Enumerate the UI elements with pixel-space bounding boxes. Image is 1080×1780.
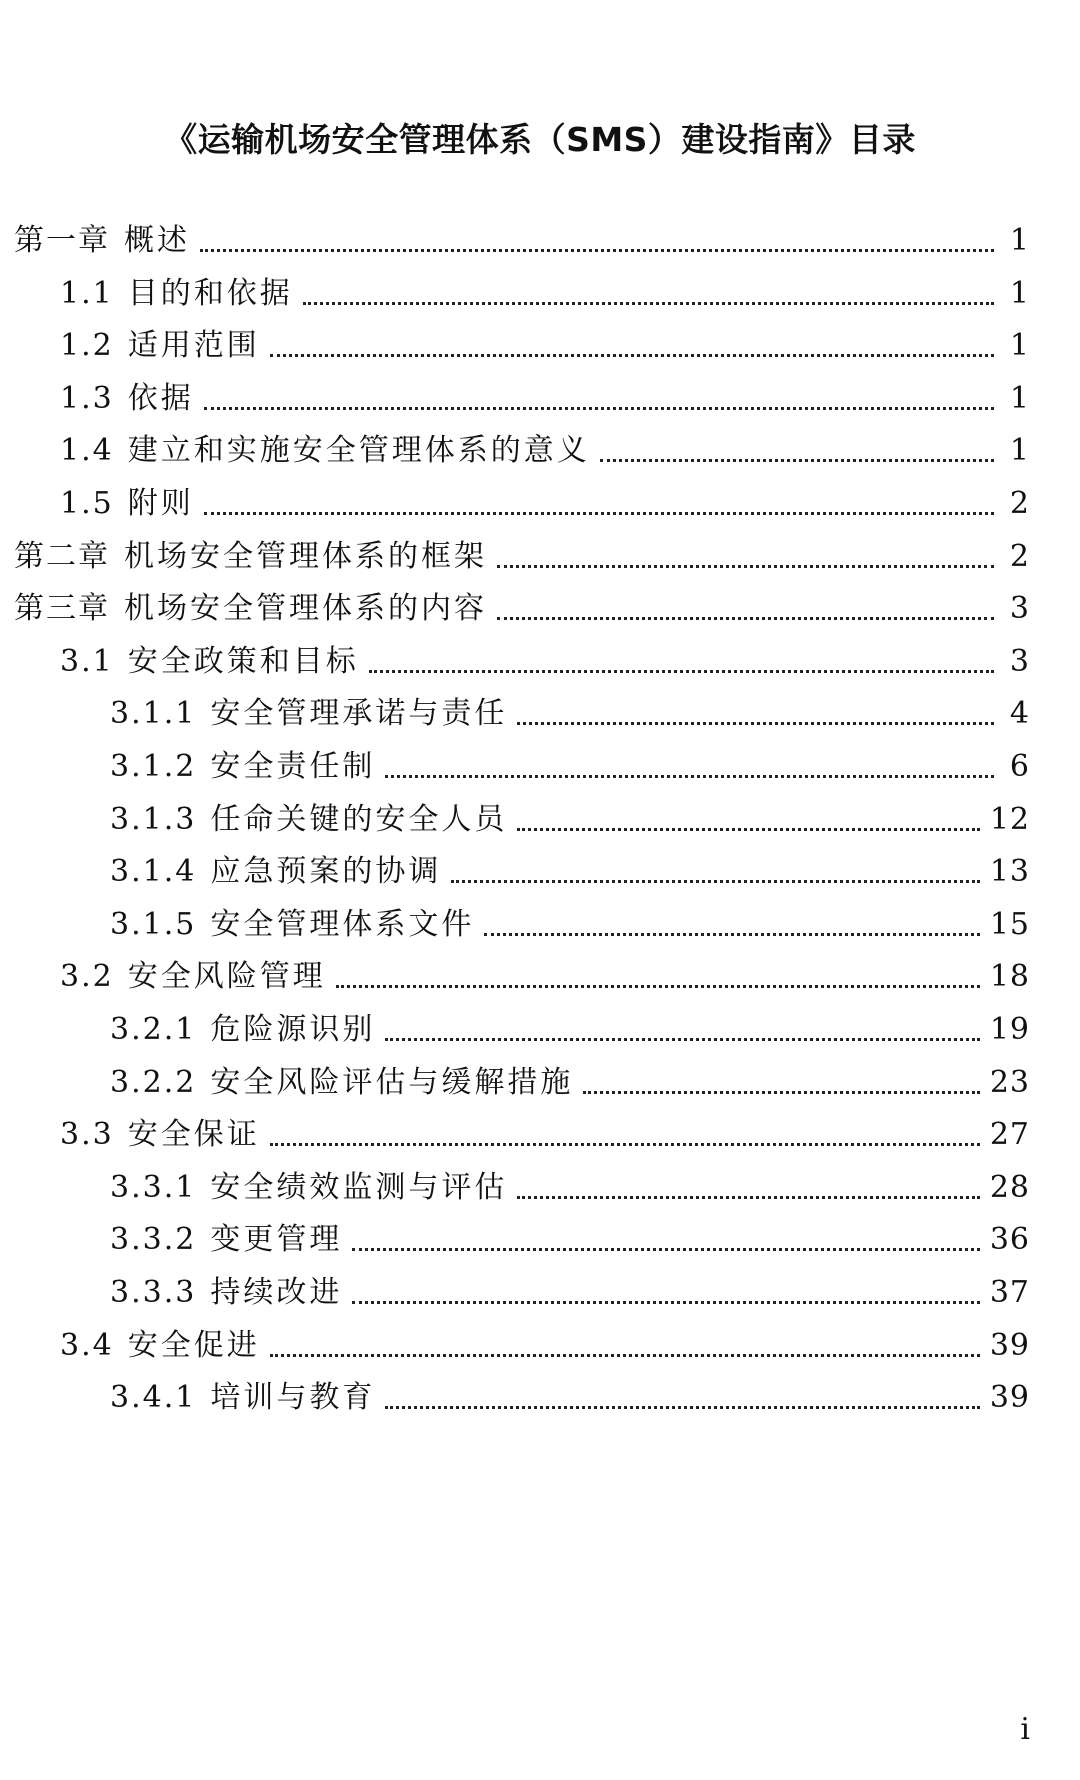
toc-dot-leader: [385, 1406, 979, 1409]
toc-entry-number: 1.3: [60, 380, 114, 416]
toc-entry-page: 27: [989, 1117, 1030, 1153]
toc-entry-number: 3.2.2: [110, 1064, 197, 1100]
toc-entry-label: 建立和实施安全管理体系的意义: [127, 433, 590, 469]
toc-entry-label: 安全促进: [127, 1327, 260, 1363]
toc-entry[interactable]: [60, 420, 1030, 472]
toc-entry-number: 第三章: [14, 591, 110, 627]
toc-entry-page: 1: [1009, 380, 1030, 416]
toc-dot-leader: [517, 722, 994, 725]
toc-entry[interactable]: [110, 736, 1030, 788]
toc-entry-number: 1.2: [60, 328, 114, 364]
toc-entry[interactable]: [60, 263, 1030, 315]
toc-entry-label: 附则: [127, 486, 194, 521]
toc-entry-label: 机场安全管理体系的框架: [124, 538, 487, 574]
toc-entry[interactable]: [110, 999, 1030, 1051]
toc-dot-leader: [270, 354, 994, 357]
toc-entry[interactable]: [110, 683, 1030, 735]
toc-entry[interactable]: [110, 1367, 1030, 1419]
toc-entry-page: 1: [1009, 223, 1030, 258]
toc-entry-page: 2: [1009, 538, 1030, 574]
page-number: i: [1020, 1712, 1030, 1747]
toc-dot-leader: [484, 933, 979, 936]
toc-entry-label: 安全绩效监测与评估: [210, 1169, 508, 1205]
toc-entry-number: 3.4.1: [110, 1380, 197, 1416]
toc-entry-label: 机场安全管理体系的内容: [124, 591, 487, 627]
toc-entry-number: 3.3.2: [110, 1222, 197, 1258]
toc-entry-label: 安全责任制: [210, 749, 376, 784]
toc-entry[interactable]: [110, 1052, 1030, 1104]
toc-entry[interactable]: [110, 1157, 1030, 1209]
toc-entry-page: 23: [989, 1064, 1030, 1100]
toc-entry-page: 39: [989, 1380, 1030, 1416]
toc-dot-leader: [451, 880, 979, 883]
toc-entry-number: 3.3.3: [110, 1275, 197, 1310]
toc-entry-label: 应急预案的协调: [210, 854, 442, 890]
toc-entry[interactable]: [14, 526, 1030, 578]
toc-dot-leader: [270, 1354, 980, 1357]
toc-entry-number: 3.1.2: [110, 749, 197, 784]
toc-entry-number: 1.1: [60, 275, 114, 311]
toc-entry-label: 培训与教育: [210, 1380, 376, 1416]
toc-entry-page: 4: [1009, 696, 1030, 732]
toc-entry-number: 3.3.1: [110, 1169, 197, 1205]
toc-entry-number: 3.1.5: [110, 906, 197, 942]
toc-entry[interactable]: [60, 631, 1030, 683]
toc-entry-label: 目的和依据: [127, 275, 293, 311]
toc-entry-number: 第二章: [14, 538, 110, 574]
toc-entry[interactable]: [110, 1209, 1030, 1261]
toc-entry[interactable]: [110, 894, 1030, 946]
toc-entry-number: 3.2: [60, 959, 114, 995]
toc-dot-leader: [385, 1038, 979, 1041]
toc-dot-leader: [517, 1196, 979, 1199]
toc-entry-number: 3.2.1: [110, 1012, 197, 1047]
toc-entry[interactable]: [110, 1262, 1030, 1314]
toc-entry-label: 安全管理体系文件: [210, 906, 475, 942]
toc-entry-page: 6: [1009, 749, 1030, 784]
toc-dot-leader: [303, 302, 994, 305]
toc-entry[interactable]: [60, 1104, 1030, 1156]
toc-entry-page: 19: [989, 1012, 1030, 1047]
toc-dot-leader: [352, 1248, 979, 1251]
toc-entry[interactable]: [14, 210, 1030, 262]
toc-entry-page: 36: [989, 1222, 1030, 1258]
toc-entry-number: 3.1.4: [110, 854, 197, 890]
toc-dot-leader: [583, 1091, 979, 1094]
toc-entry-number: 1.5: [60, 486, 114, 521]
toc-dot-leader: [204, 512, 994, 515]
toc-entry-label: 适用范围: [127, 328, 260, 364]
toc-entry-label: 概述: [124, 223, 190, 258]
toc-dot-leader: [369, 670, 994, 673]
toc-entry-page: 2: [1009, 486, 1030, 521]
toc-entry[interactable]: [14, 578, 1030, 630]
toc-entry-page: 15: [989, 906, 1030, 942]
toc-entry-label: 安全风险管理: [127, 959, 326, 995]
toc-dot-leader: [352, 1301, 979, 1304]
toc-entry-number: 3.1.3: [110, 801, 197, 837]
page-title: 《运输机场安全管理体系（SMS）建设指南》目录: [164, 120, 916, 159]
toc-entry-number: 3.4: [60, 1327, 114, 1363]
toc-entry[interactable]: [110, 789, 1030, 841]
toc-entry-page: 1: [1009, 275, 1030, 311]
toc-entry-number: 3.1.1: [110, 696, 197, 732]
toc-entry-page: 3: [1009, 591, 1030, 627]
toc-entry[interactable]: [60, 315, 1030, 367]
toc-entry-page: 3: [1009, 643, 1030, 679]
toc-entry-page: 12: [989, 801, 1030, 837]
toc-entry-label: 持续改进: [210, 1275, 343, 1310]
toc-dot-leader: [600, 459, 994, 462]
toc-entry-page: 18: [989, 959, 1030, 995]
toc-entry-number: 第一章: [14, 223, 110, 258]
toc-dot-leader: [336, 985, 980, 988]
toc-entry-label: 安全管理承诺与责任: [210, 696, 508, 732]
toc-dot-leader: [270, 1143, 980, 1146]
toc-entry-label: 安全风险评估与缓解措施: [210, 1064, 574, 1100]
toc-entry-label: 任命关键的安全人员: [210, 801, 508, 837]
toc-entry-label: 安全保证: [127, 1117, 260, 1153]
toc-entry-number: 3.1: [60, 643, 114, 679]
toc-entry-number: 3.3: [60, 1117, 114, 1153]
toc-dot-leader: [385, 775, 994, 778]
toc-entry-label: 安全政策和目标: [127, 643, 359, 679]
toc-entry[interactable]: [60, 473, 1030, 525]
toc-entry-number: 1.4: [60, 433, 114, 469]
toc-entry-page: 1: [1009, 328, 1030, 364]
toc-entry-page: 39: [989, 1327, 1030, 1363]
toc-dot-leader: [497, 565, 994, 568]
toc-entry[interactable]: [60, 946, 1030, 998]
toc-entry-page: 37: [989, 1275, 1030, 1310]
toc-entry-label: 危险源识别: [210, 1012, 376, 1047]
toc-entry-page: 28: [989, 1169, 1030, 1205]
toc-entry-page: 1: [1009, 433, 1030, 469]
toc-dot-leader: [200, 249, 994, 252]
toc-entry-page: 13: [989, 854, 1030, 890]
toc-entry[interactable]: [60, 1315, 1030, 1367]
toc-dot-leader: [497, 617, 994, 620]
toc-dot-leader: [517, 828, 979, 831]
toc-dot-leader: [204, 407, 994, 410]
toc-entry-label: 依据: [127, 380, 194, 416]
toc-entry[interactable]: [110, 841, 1030, 893]
toc-entry-label: 变更管理: [210, 1222, 343, 1258]
toc-entry[interactable]: [60, 368, 1030, 420]
